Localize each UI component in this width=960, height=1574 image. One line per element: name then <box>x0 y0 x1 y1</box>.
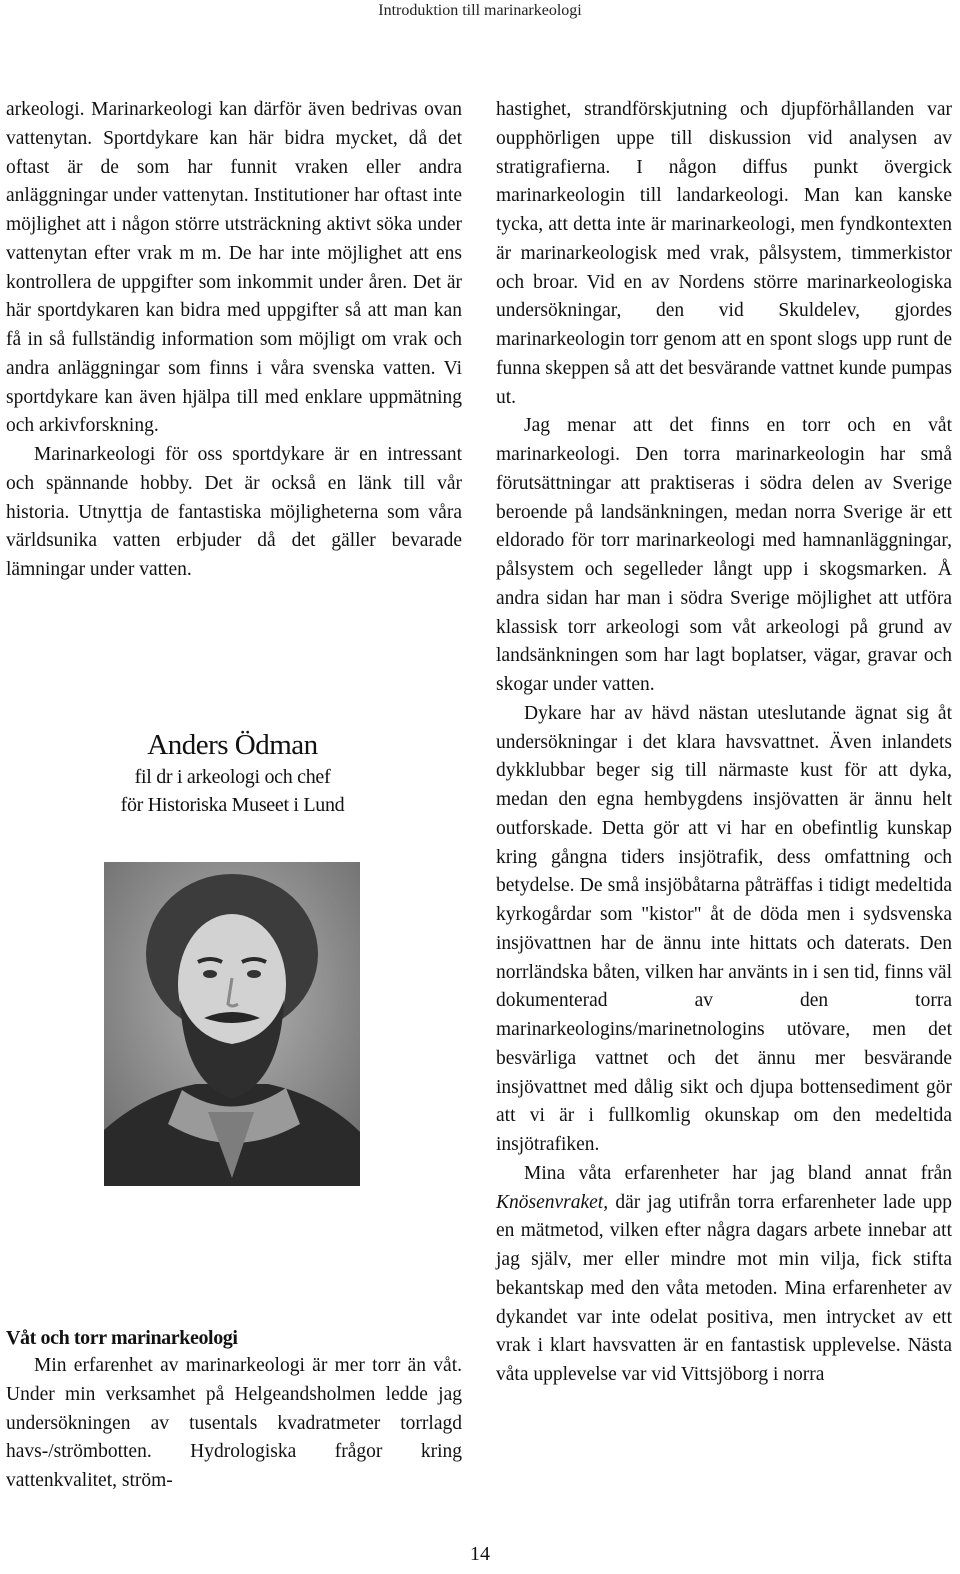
author-portrait-photo <box>104 862 360 1186</box>
running-title: Introduktion till marinarkeologi <box>378 2 582 19</box>
right-column <box>496 96 952 1390</box>
author-name: Anders Ödman <box>147 729 318 761</box>
author-block <box>60 727 405 819</box>
right-paragraph-2: Jag menar att det finns en torr och en våt marinarkeologi. Den torra marinarkeologin har små förutsättningar att praktiseras i södra delen av Sverige beroende på landsänkningen, medan norra Sverige är ett eldorado för torr marinarkeologi med hamnanläggningar, pålsystem och segelleder långt upp i skogsmarken. Å andra sidan har man i södra Sverige möjlighet att utföra klassisk torr arkeologi som våt arkeologi på grund av landsänkningen som har lagt boplatser, vägar, gravar och skogar under vatten. <box>496 415 952 695</box>
left-column <box>6 96 462 585</box>
portrait-illustration <box>104 862 360 1186</box>
author-role-line-2: för Historiska Museet i Lund <box>120 794 345 816</box>
page-number: 14 <box>470 1543 490 1565</box>
section-wet-and-dry <box>6 1324 462 1496</box>
section-paragraph: Min erfarenhet av marinarkeologi är mer torr än våt. Under min verksamhet på Helgeandsholmen ledde jag undersökningen av tusentals kvadratmeter torrlagd havs-/strömbotten. Hydrologiska frågor kring vattenkvalitet, ström- <box>6 1355 462 1491</box>
right-paragraph-4-start: Mina våta erfarenheter har jag bland annat från <box>524 1162 952 1184</box>
left-paragraph-1: arkeologi. Marinarkeologi kan därför även bedrivas ovan vattenytan. Sportdykare kan här bidra mycket, då det oftast är de som har funnit vraken eller andra anläggningar under vattenytan. Institutioner har oftast inte möjlighet att i någon större utsträckning aktivt söka under vattenytan efter vrak m m. De har inte möjlighet att ens kontrollera de uppgifter som inkommit under åren. Det är här sportdykaren kan bidra med uppgifter så att man kan få in så fullständig information som möjligt om vrak och andra anläggningar som finns i våra svenska vatten. Vi sportdykare kan även hjälpa till med enklare uppmätning och arkivforskning. <box>6 99 462 437</box>
right-paragraph-4-end: där jag utifrån torra erfarenheter lade upp en mätmetod, vilken efter några dagars arbete innebar att jag själv, mer eller mindre mot min vilja, fick stifta bekantskap med den våta metoden. Mina erfarenheter av dykandet var inte odelat positiva, men intrycket av ett vrak i klart havsvatten är en fantastisk upplevelse. Nästa våta upplevelse var vid Vittsjöborg i norra <box>496 1191 952 1385</box>
right-paragraph-3: Dykare har av hävd nästan uteslutande ägnat sig åt undersökningar i det klara havsvattnet. Även inlandets dykklubbar beger sig till närmaste kust för att dyka, medan den egna hembygdens insjövatten är ännu helt outforskade. Detta gör att vi har en obefintlig kunskap kring gångna tiders insjötrafik, dess omfattning och betydelse. De små insjöbåtarna påträffas i tidigt medeltida kyrkogårdar som "kistor" åt de döda men i sydsvenska insjövattnen har de ännu inte hittats och daterats. Den norrländska båten, vilken har använts in i sen tid, finns väl dokumenterad av den torra marinarkeologins/marinetnologins utövare, men det besvärliga vattnet och det ännu mer besvärande insjövattnet med dålig sikt och djupa bottensediment gör att vi är i fullkomlig okunskap om den medeltida insjötrafiken. <box>496 702 952 1155</box>
right-paragraph-1: hastighet, strandförskjutning och djupförhållanden var oupphörligen uppe till diskussion vid analysen av stratigrafierna. I någon diffus punkt övergick marinarkeologin till landarkeologi. Man kan kanske tycka, att detta inte är marinarkeologi, men fyndkontexten är marinarkeologisk med vrak, pålsystem, timmerkistor och broar. Vid en av Nordens större marinarkeologiska undersökningar, den vid Skuldelev, gjordes marinarkeologin torr genom att en spont slogs upp runt de funna skeppen så att det besvärande vattnet kunde pumpas ut. <box>496 99 952 408</box>
right-paragraph-4 <box>496 1160 952 1390</box>
section-heading: Våt och torr marinarkeologi <box>6 1327 238 1349</box>
left-paragraph-2: Marinarkeologi för oss sportdykare är en intressant och spännande hobby. Det är också en länk till vår historia. Utnyttja de fantastiska möjligheterna som våra världsunika vatten erbjuder då det gäller bevarade lämningar under vatten. <box>6 444 462 580</box>
knosenvraket-italic: Knösenvraket, <box>496 1191 609 1213</box>
author-role-line-1: fil dr i arkeologi och chef <box>134 766 331 788</box>
